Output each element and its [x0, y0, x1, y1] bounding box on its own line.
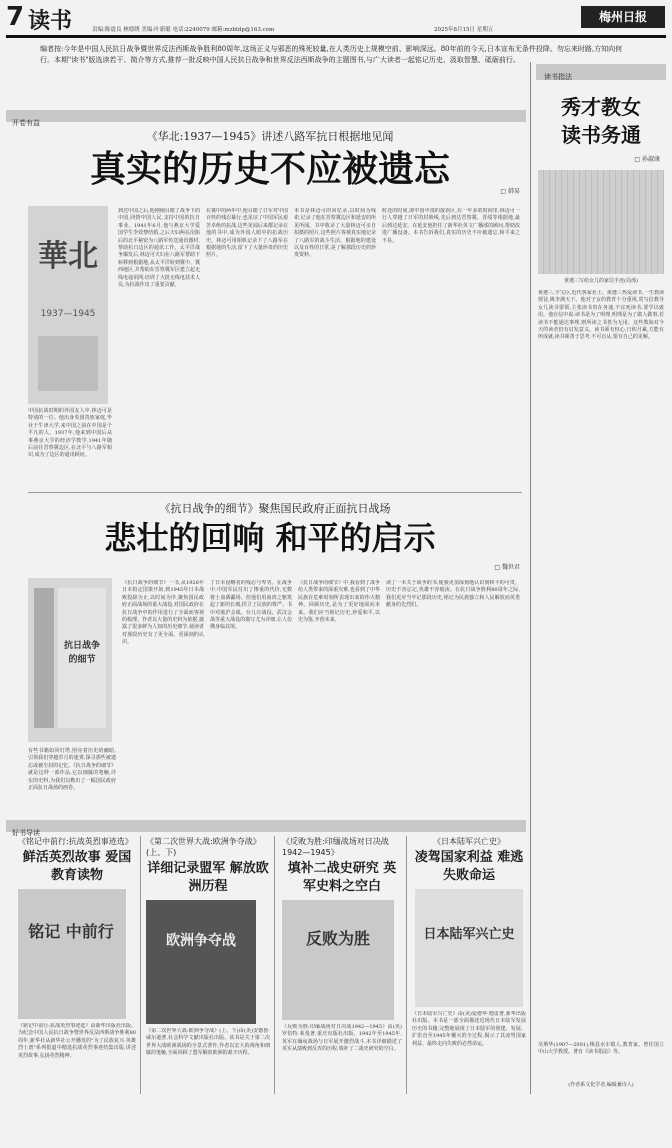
sidebar-tab-label: 读书指法 [544, 73, 572, 81]
header-rule [6, 35, 666, 38]
rec-headline: 鲜活英烈故事 爱国教育读物 [22, 850, 132, 883]
cover-subtitle-glyph: 1937—1945 [40, 309, 96, 319]
section-bar-label: 开卷有益 [12, 119, 40, 127]
cover-title-glyph: 抗日战争 [63, 641, 101, 651]
book-caption: 中国抗战时期的外国友人中,林迈可是特别的一位。他出身英国贵族家庭,毕业于牛津大学,来中国之前在中国是个平凡的人。1937年,他来到中国后从事燕京大学的经济学教学,1941年随后前往晋察冀边区,在北平与八路军相识,成为了边区的通讯顾问。 [28, 408, 112, 459]
rec-headline: 填补二战史研究 英军史料之空白 [287, 861, 397, 894]
book-cover-image [28, 206, 108, 404]
book-cover-art [28, 206, 108, 404]
sidebar-divider [530, 62, 531, 1094]
rec-cover-image [415, 889, 523, 1007]
section-bar-good-books [6, 820, 526, 837]
sidebar-headline: 读书务通 [561, 123, 641, 147]
rec-cover-image [18, 889, 126, 1019]
cover-title-glyph: 華北 [38, 239, 98, 274]
rec-description: 《铭记中前行:抗战英烈事迹选》由新华出版社出版。为纪念中国人民抗日战争暨世界反法西斯战争胜利80周年,新华社从新华社公开播发的"为了民族复兴·英雄烈士谱"系列报道中精选抗战英烈事迹结集出版,讲述英烈故事,弘扬英烈精神。 [18, 1023, 136, 1059]
divider [28, 492, 522, 493]
divider [406, 836, 407, 1094]
newspaper-logo: 梅州日报 [581, 6, 665, 28]
sidebar-author: □ 孙淑康 [634, 156, 660, 163]
handwritten-letter-image [538, 170, 664, 274]
rec-description: 《日本陆军兴亡史》由(美)爱德华·德雷著,新华出版社出版。本书是一部全面描述近现代日本陆军发展历史的书籍,完整地展现了日本陆军的创建、发展、扩张直至1945年覆灭的全过程,揭示了其凌驾国家利益、最终走向失败的必然命运。 [412, 1011, 526, 1047]
divider [140, 836, 141, 1094]
article-headline: 真实的历史不应被遗忘 [89, 149, 450, 190]
rec-description: 《反败为胜:印缅战场对日决战1942—1945》由(英)罗伯特·莱曼著,重庆出版社出版。1942年至1945年,英军在缅甸战场与日军展开激烈战斗,本书详细描述了英军从溃败到反攻的历程,填补了二战史研究的空白。 [282, 1024, 402, 1053]
book-cover-image [28, 578, 112, 742]
article-author: □ 魏世君 [494, 564, 520, 571]
article-column: 到达中国之后,他刚刚目睹了战争下的中国,同情中国人民,支持中国的抗日事业。1941年6月,他与燕京大学爱国学生李效黎结婚,之后夫妇两在沦陷后的北平秘密为八路军传送通讯器材,帮助抗日边区的通讯工作。太平洋战争爆发后,林迈可夫妇在八路军帮助下转移到根据地,从太平洋转到冀中、冀西地区,并帮助在晋察冀军区建立起无线电通讯网,培训了大批无线电技术人员,为抗战作出了重要贡献。 [118, 208, 200, 289]
image-caption: 黄遵三写给女儿的家信手迹(局部) [564, 278, 638, 284]
cover-title: 欧洲争夺战 [166, 933, 236, 949]
rec-title: 《日本陆军兴亡史》 [433, 837, 505, 846]
rec-title: 《第二次世界大战:欧洲争夺战》(上、下) [146, 837, 261, 857]
article-column: 本书是林迈可的回忆录,以时间为线索,记录了他在晋察冀边区和延安的所见所闻。书中收录了大量林迈可亲自拍摄的照片,这些照片客观真实地记录了八路军的战斗生活、根据地的建设以及百姓的日常,是了解那段历史的珍贵资料。 [294, 208, 376, 259]
sidebar-tab [536, 64, 666, 80]
article-column: 时还的时间,即中国中部的敌伪区,在一年多的时间里,林迈可一行人穿越了日军的封锁线,先后到达晋察冀、晋绥等根据地,最后到达延安。在延安他担任了新华社英文广播部的顾问,帮助改进广播设备。本书告诉我们,真实的历史不应被遗忘,和平来之不易。 [382, 208, 520, 244]
editor-note: 编者按:今年是中国人民抗日战争暨世界反法西斯战争胜利80周年,这场正义与邪恶的殊死较量,在人类历史上规模空前、影响深远。80年前的今天,日本宣布无条件投降。勿忘来时路,方知向何行。本期"读书"版选读若干、简介等方式,推荐一批反映中国人民抗日战争和世界反法西斯战争的主题图书,与广大读者一起铭记历史、汲取智慧、砥砺前行。 [40, 45, 623, 64]
dateline: 2025年8月15日 星期五 [434, 27, 494, 33]
article-column: 在冀中的两年中,他目睹了日军对中国百姓的残忍暴行,也见证了中国军民艰苦卓绝的抗战,这些见闻后来都记录在他的书中,成为外国人眼中的抗战历史。林迈可用相机记录下了八路军在根据地的生活,留下了大量珍贵的历史照片。 [206, 208, 288, 259]
rec-cover-image [146, 900, 256, 1024]
section-bar-open-book [6, 110, 526, 127]
rec-title: 《反败为胜:印缅战场对日决战1942—1945》 [282, 837, 389, 857]
sidebar-bio: 吴斯华(1907—2001),梅县水车镇人,教育家。曾任国立中山大学教授。著有《读书指法》等。 [538, 1042, 664, 1056]
book-caption: 有些书籍如同灯塔,照亮着历史的幽暗,引领我们穿越岁月的迷雾,探寻那些被遗忘或被尘封的记忆。《抗日战争的细节》就是这样一部作品,它以细腻的笔触,详实的史料,为我们勾勒出了一幅国民政府正面抗日战场的画卷。 [28, 748, 116, 792]
rec-headline: 凌驾国家利益 难逃失败命运 [414, 850, 524, 883]
cover-title: 反败为胜 [305, 929, 370, 948]
rec-cover-image [282, 900, 394, 1020]
page-number: 7 [6, 2, 25, 32]
article-headline: 悲壮的回响 和平的启示 [104, 519, 436, 557]
rec-title: 《铭记中前行:抗战英烈事迹选》 [18, 837, 133, 846]
article-author: □ 韩易 [500, 188, 520, 195]
editor-credits: 责编:陈震良 林德绣 美编:叶新聪 电话:2240079 邮箱:mzbldp@163.com [92, 27, 275, 33]
rec-description: 《第二次世界大战:欧洲争夺战》(上、下)由(美)安德鲁·威尔逊著,社会科学文献出版社出版。该书是关于第二次世界大战欧洲战场的全景式著作,作者以宏大的视角和细腻的笔触,全面回顾了盟军解放欧洲的艰辛历程。 [146, 1028, 270, 1057]
section-title: 读书 [28, 9, 73, 34]
article-column: 读了一本关于战争的书,使我更加深刻地认识到和平的可贵。历史不容忘记,英雄不容亵渎。在抗日战争胜利80周年之际,我们更应当牢记那段历史,铭记为民族独立和人民解放而英勇献身的先烈们。 [386, 580, 520, 609]
sidebar-source: (作者系文化学者,编辑兼诗人) [568, 1082, 634, 1088]
article-kicker: 《华北:1937—1945》讲述八路军抗日根据地见闻 [146, 130, 394, 143]
recommendation-card [412, 836, 526, 1131]
cover-title: 日本陆军兴亡史 [423, 927, 515, 942]
article-column: 《抗日战争的细节》中,我看到了战争给人类带来的深重灾难,也看到了中华民族在危难时刻所表现出来的伟大精神。回顾历史,是为了更好地面向未来。我们应当铭记历史,珍爱和平,以史为鉴,开创未来。 [298, 580, 380, 624]
section-bar-label: 好书导读 [12, 829, 40, 837]
article-column: 《抗日战争的细节》一书,从1926年日本拟定国策开始,到1945年日本战败投降为止,以时间为序,聚焦国民政府正面战场的重大战役,对国民政府在抗日战争中的作用进行了全面而客观的梳理。作者以大量的史料为依据,披露了很多鲜为人知的历史细节,使读者对那段历史有了更全面、更深刻的认识。 [122, 580, 204, 646]
article-column: 了日本侵略者的残忍与卑劣。在战争中,中国军民付出了惨重的代价,无数将士血洒疆场。但他们用血肉之躯筑起了新的长城,捍卫了民族的尊严。书中对淞沪会战、台儿庄战役、武汉会战等重大战役的描写尤为详细,让人仿佛身临其境。 [210, 580, 292, 631]
article-kicker: 《抗日战争的细节》聚焦国民政府正面抗日战场 [159, 502, 391, 515]
recommendation-card [146, 836, 270, 1148]
sidebar-body: 黄遵三,字宝臣,近代客家名士。黄遵三热爱读书,一生教读授徒,桃李满天下。他对子女的教育十分重视,常写信教导女儿读书要领,主张读书贵在务通,不宜死读书,要学以致用。他在信中说:读书是为了明理,明理是为了做人做事,若读书不能通达事理,则所读之书皆为无用。这些教诲对今天的读者仍有启发意义。读书须有恒心,日积月累,方能有所成就;读书须善于思考,不可盲从,要有自己的见解。 [538, 290, 664, 341]
recommendation-card [282, 836, 402, 1144]
recommendation-card [18, 836, 136, 1143]
sidebar-headline: 秀才教女 [561, 95, 641, 119]
book-cover-art [28, 578, 112, 742]
cover-title-glyph: 的细节 [68, 655, 96, 665]
divider [274, 836, 275, 1094]
cover-title: 铭记 中前行 [28, 922, 114, 941]
rec-headline: 详细记录盟军 解放欧洲历程 [147, 861, 269, 894]
